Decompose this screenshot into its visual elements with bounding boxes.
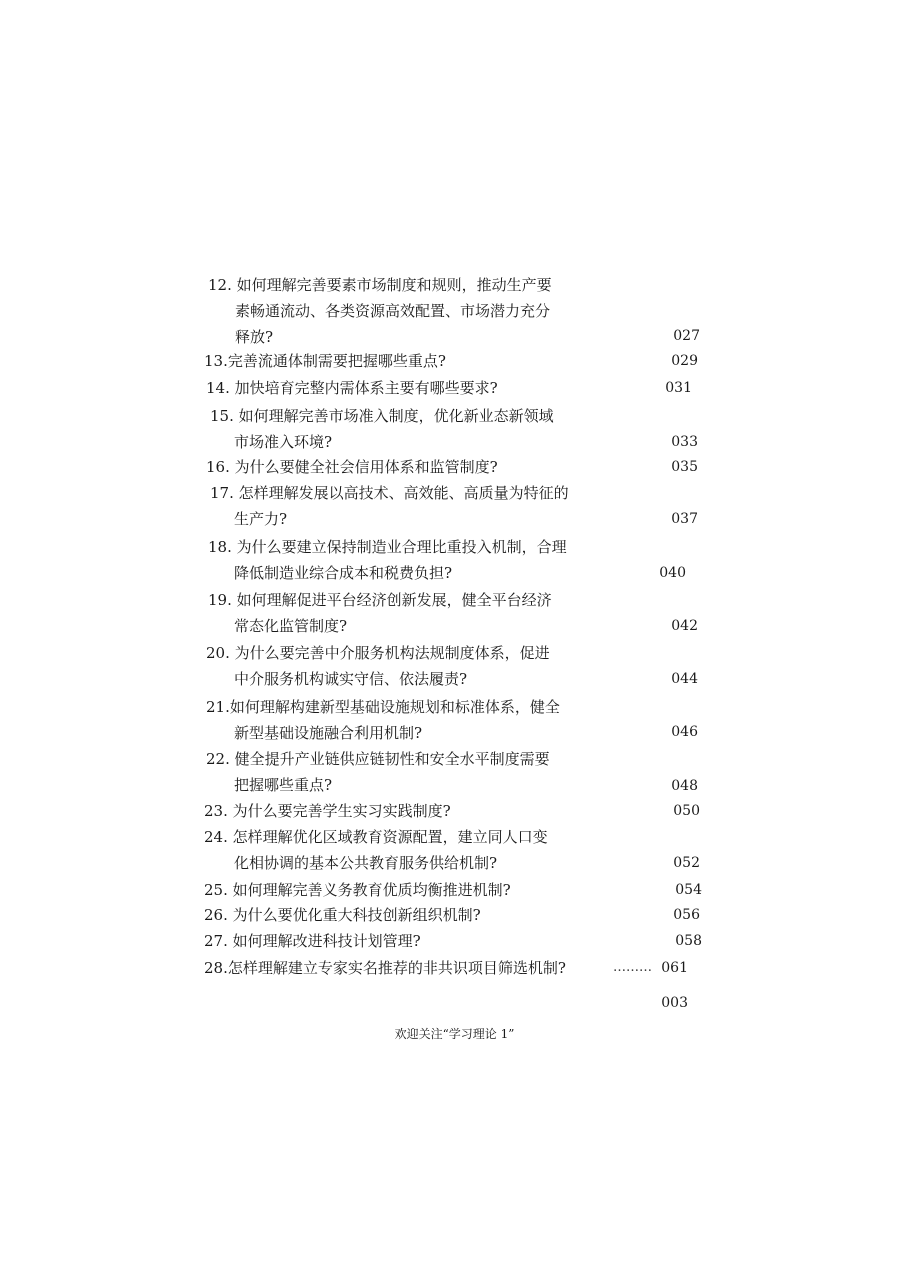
toc-entry-title-line: 新型基础设施融合利用机制? [234,724,423,742]
toc-entry-title-line: 生产力? [234,510,288,528]
toc-entry-number: 22. [206,750,230,768]
toc-entry-16 [206,454,498,480]
toc-entry-25 [204,877,511,903]
toc-entry-14 [206,375,498,401]
toc-entry-19 [208,587,552,639]
toc-entry-number: 20. [206,644,230,662]
toc-entry-26 [204,902,481,928]
toc-entry-title-line: 中介服务机构诚实守信、依法履责? [234,670,468,688]
toc-entry-15 [210,403,554,455]
toc-entry-title-line: 把握哪些重点? [234,776,333,794]
toc-page-ref: 029 [671,353,698,369]
toc-entry-title-line: 化相协调的基本公共教育服务供给机制? [234,854,498,872]
toc-entry-13 [204,348,446,374]
toc-entry-number: 17. [210,484,234,502]
toc-entry-21 [206,694,560,746]
toc-entry-title-line: 如何理解促进平台经济创新发展，健全平台经济 [236,591,552,609]
toc-page-ref: 042 [671,618,698,634]
toc-entry-number: 14. [206,379,230,397]
toc-entry-number: 18. [208,538,232,556]
toc-entry-number: 24. [204,828,228,846]
toc-entry-title-line: 如何理解完善市场准入制度，优化新业态新领域 [238,407,554,425]
toc-page-ref: 058 [675,933,702,949]
toc-entry-number: 23. [204,802,228,820]
toc-entry-18 [208,534,567,586]
toc-entry-24 [204,824,548,876]
toc-entry-number: 27. [204,932,228,950]
toc-page-ref: 061 [661,960,688,976]
toc-entry-number: 15. [210,407,234,425]
toc-entry-title-line: 怎样理解优化区域教育资源配置，建立同人口变 [232,828,548,846]
toc-entry-title-line: 为什么要建立保持制造业合理比重投入机制，合理 [236,538,567,556]
toc-entry-title-line: 怎样理解建立专家实名推荐的非共识项目筛选机制? [227,959,566,977]
toc-entry-22 [206,746,550,798]
toc-page-ref: 035 [671,459,698,475]
toc-entry-title-line: 为什么要优化重大科技创新组织机制? [232,906,481,924]
toc-entry-28 [204,955,566,981]
toc-entry-27 [204,928,421,954]
toc-entry-title-line: 健全提升产业链供应链韧性和安全水平制度需要 [234,750,550,768]
toc-entry-number: 12. [208,276,232,294]
toc-entry-title-line: 素畅通流动、各类资源高效配置、市场潜力充分 [235,302,551,320]
toc-page-ref: 054 [675,882,702,898]
page-number: 003 [661,995,688,1011]
toc-entry-number: 25. [204,881,228,899]
toc-entry-number: 28. [204,959,228,977]
toc-entry-title-line: 如何理解完善要素市场制度和规则，推动生产要 [236,276,552,294]
toc-page-ref: 044 [671,671,698,687]
toc-entry-number: 13. [204,352,228,370]
toc-entry-number: 26. [204,906,228,924]
toc-page-ref: 031 [665,380,692,396]
toc-entry-number: 16. [206,458,230,476]
footer-note: 欢迎关注“学习理论 1” [394,1027,515,1041]
toc-entry-20 [206,640,550,692]
toc-entry-title-line: 完善流通体制需要把握哪些重点? [227,352,446,370]
toc-entry-number: 19. [208,591,232,609]
toc-page-ref: 027 [673,328,700,344]
toc-page-ref: 033 [671,434,698,450]
toc-entry-17 [210,480,569,532]
toc-entry-title-line: 加快培育完整内需体系主要有哪些要求? [234,379,498,397]
toc-entry-23 [204,798,451,824]
toc-leader-dots: ……… [613,960,652,975]
toc-page-ref: 037 [671,511,698,527]
toc-entry-title-line: 怎样理解发展以高技术、高效能、高质量为特征的 [238,484,569,502]
toc-page-ref: 048 [671,778,698,794]
toc-entry-12 [208,272,552,350]
toc-page-ref: 052 [673,855,700,871]
toc-entry-title-line: 如何理解改进科技计划管理? [232,932,421,950]
toc-page-ref: 056 [673,907,700,923]
toc-entry-title-line: 如何理解构建新型基础设施规划和标准体系，健全 [229,698,560,716]
toc-entry-title-line: 常态化监管制度? [234,617,348,635]
toc-entry-title-line: 为什么要完善学生实习实践制度? [232,802,451,820]
toc-page-ref: 050 [673,803,700,819]
toc-entry-title-line: 为什么要健全社会信用体系和监管制度? [234,458,498,476]
toc-entry-title-line: 为什么要完善中介服务机构法规制度体系，促进 [234,644,550,662]
toc-entry-number: 21. [206,698,230,716]
toc-entry-title-line: 降低制造业综合成本和税费负担? [234,564,453,582]
toc-page-ref: 040 [659,565,686,581]
toc-entry-title-line: 如何理解完善义务教育优质均衡推进机制? [232,881,511,899]
toc-page-ref: 046 [671,724,698,740]
toc-entry-title-line: 释放? [235,328,274,346]
toc-entry-title-line: 市场准入环境? [234,433,333,451]
